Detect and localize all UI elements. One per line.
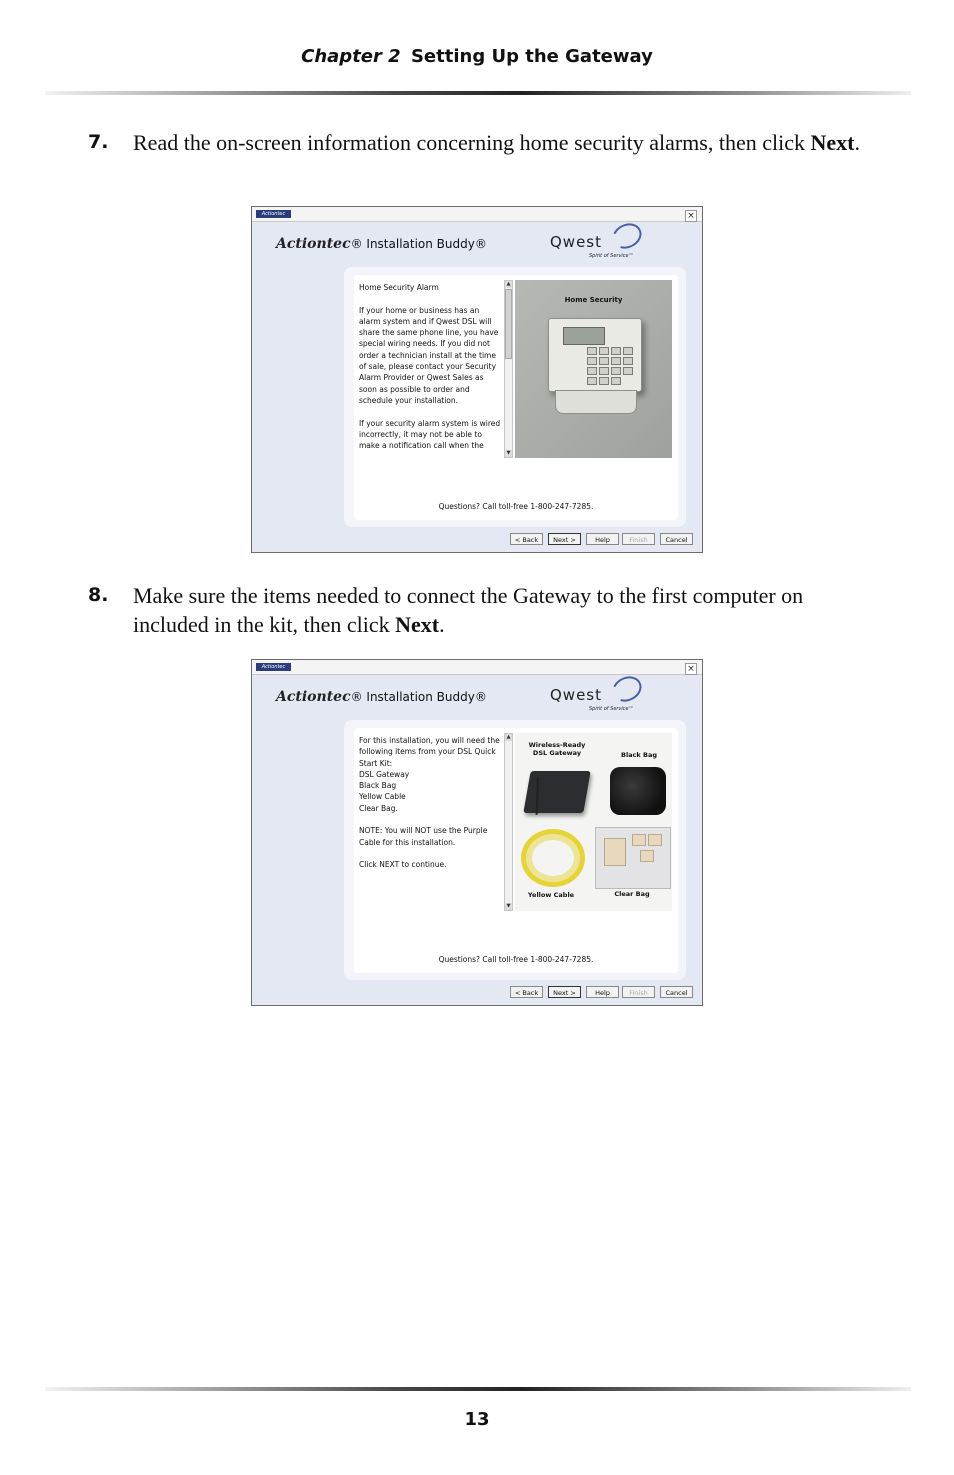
home-security-photo bbox=[515, 280, 672, 458]
help-button[interactable]: Help bbox=[586, 533, 619, 545]
qwest-logo: Qwest bbox=[550, 686, 602, 704]
support-phone: Questions? Call toll-free 1-800-247-7285. bbox=[438, 502, 594, 511]
scroll-up-icon[interactable]: ▲ bbox=[506, 281, 511, 287]
step-bold-text: Next bbox=[395, 612, 440, 637]
info-text: For this installation, you will need the following items from your DSL Quick Start Kit: DSL Gateway Black Bag Yellow Cable Clear Bag. NOTE: You will NOT use the Purple Cable for this installation. Click NEXT to continue. bbox=[359, 736, 500, 870]
yellow-cable-label: Yellow Cable bbox=[527, 891, 575, 899]
step-text-before: Make sure the items needed to connect the Gateway to the first computer on included in the kit, then click bbox=[133, 583, 804, 637]
step-text-before: Read the on-screen information concerning home security alarms, then click bbox=[133, 130, 811, 155]
qwest-logo: Qwest bbox=[550, 233, 602, 251]
actiontec-logo: Actiontec bbox=[276, 236, 351, 252]
page-header bbox=[0, 46, 954, 67]
finish-button[interactable]: Finish bbox=[622, 986, 655, 998]
scroll-thumb[interactable] bbox=[505, 289, 512, 359]
scrollbar[interactable] bbox=[504, 733, 513, 911]
title-logo: Actiontec bbox=[256, 210, 291, 218]
qwest-tagline: Spirit of Service™ bbox=[589, 253, 634, 259]
step-number: 8. bbox=[88, 584, 109, 606]
yellow-cable-image bbox=[521, 829, 585, 887]
step-bold-text: Next bbox=[810, 130, 855, 155]
chapter-title: Setting Up the Gateway bbox=[410, 46, 653, 67]
brand-line bbox=[276, 689, 487, 705]
installer-window-security bbox=[251, 206, 703, 553]
product-name: ® Installation Buddy® bbox=[350, 690, 487, 704]
page-number: 13 bbox=[464, 1409, 490, 1430]
help-button[interactable]: Help bbox=[586, 986, 619, 998]
scroll-down-icon[interactable]: ▼ bbox=[506, 450, 511, 456]
next-button[interactable]: Next > bbox=[548, 533, 581, 545]
next-button[interactable]: Next > bbox=[548, 986, 581, 998]
back-button[interactable]: < Back bbox=[510, 533, 543, 545]
product-name: ® Installation Buddy® bbox=[350, 237, 487, 251]
step-text-after: . bbox=[854, 130, 860, 155]
finish-button[interactable]: Finish bbox=[622, 533, 655, 545]
title-bar bbox=[252, 660, 702, 675]
scroll-up-icon[interactable]: ▲ bbox=[506, 734, 511, 740]
back-button[interactable]: < Back bbox=[510, 986, 543, 998]
step-text bbox=[133, 581, 868, 639]
qwest-swirl-icon bbox=[608, 219, 645, 253]
qwest-tagline: Spirit of Service™ bbox=[589, 706, 634, 712]
step-text bbox=[133, 128, 868, 157]
black-bag-image bbox=[610, 767, 666, 815]
actiontec-logo: Actiontec bbox=[276, 689, 351, 705]
alarm-keypad-image bbox=[548, 318, 642, 392]
black-bag-label: Black Bag bbox=[620, 751, 657, 759]
cancel-button[interactable]: Cancel bbox=[660, 533, 693, 545]
button-bar bbox=[510, 533, 700, 547]
chapter-label: Chapter 2 bbox=[301, 46, 401, 67]
button-bar bbox=[510, 986, 700, 1000]
clear-bag-label: Clear Bag bbox=[614, 890, 650, 898]
gateway-image bbox=[523, 771, 590, 813]
gateway-label: Wireless-Ready DSL Gateway bbox=[528, 741, 586, 757]
title-bar bbox=[252, 207, 702, 222]
step-text-after: . bbox=[439, 612, 445, 637]
qwest-swirl-icon bbox=[608, 672, 645, 706]
scrollbar[interactable] bbox=[504, 280, 513, 458]
close-icon[interactable]: × bbox=[685, 210, 697, 222]
photo-label: Home Security bbox=[564, 296, 623, 304]
support-phone: Questions? Call toll-free 1-800-247-7285. bbox=[438, 955, 594, 964]
brand-line bbox=[276, 236, 487, 252]
footer-rule bbox=[45, 1387, 911, 1391]
info-text: Home Security Alarm If your home or business has an alarm system and if Qwest DSL will share the same phone line, you have special wiring needs. If you did not order a technician install at the time of sale, please contact your Security Alarm Provider or Qwest Sales as soon as possible to order and schedule your installation. If your security alarm system is wired incorrectly, it may not be able to make a notification call when the bbox=[359, 283, 501, 451]
kit-items-photo bbox=[515, 733, 672, 911]
cancel-button[interactable]: Cancel bbox=[660, 986, 693, 998]
installer-window-kit bbox=[251, 659, 703, 1006]
close-icon[interactable]: × bbox=[685, 663, 697, 675]
clear-bag-image bbox=[595, 827, 671, 889]
scroll-down-icon[interactable]: ▼ bbox=[506, 903, 511, 909]
title-logo: Actiontec bbox=[256, 663, 291, 671]
step-number: 7. bbox=[88, 131, 109, 153]
header-rule bbox=[45, 91, 911, 95]
